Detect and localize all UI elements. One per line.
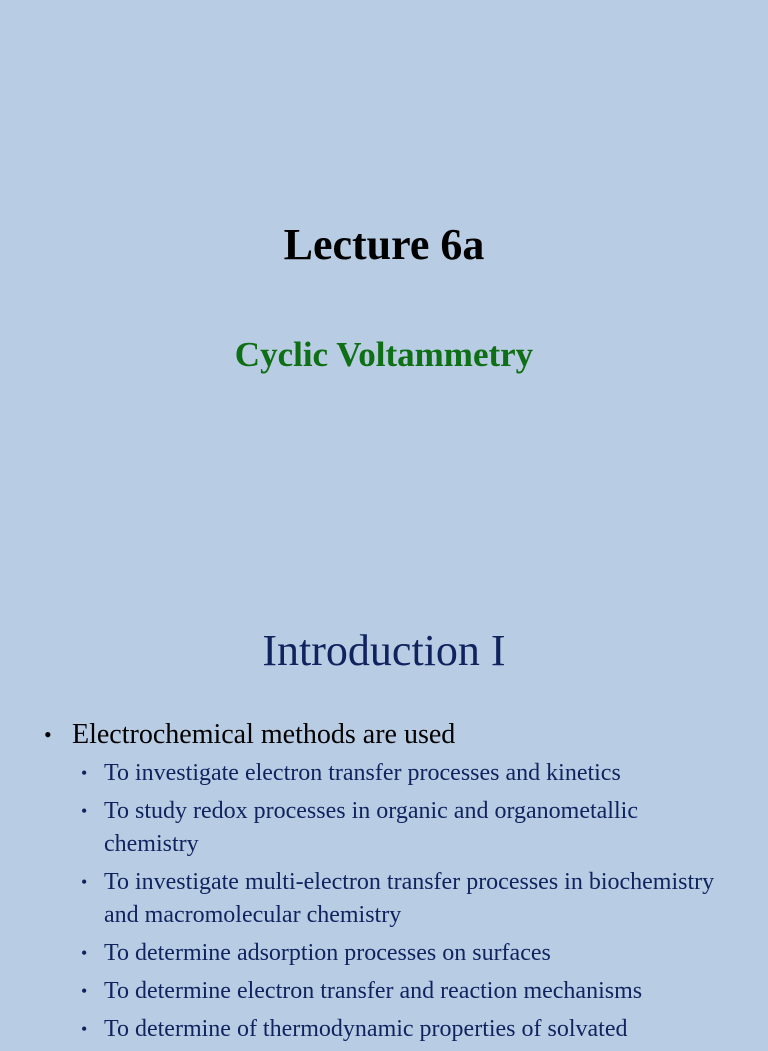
sub-bullet-text: To determine electron transfer and reaction mechanisms [104, 978, 643, 1004]
bullet-dot-icon: • [81, 1019, 88, 1039]
sub-bullet-text: To determine adsorption processes on surfaces [104, 940, 551, 966]
bullet-dot-icon: • [81, 801, 88, 821]
main-bullet [0, 715, 768, 755]
bullet-dot-icon: • [81, 943, 88, 963]
sub-bullet-list [0, 757, 768, 1046]
sub-bullet [0, 866, 768, 932]
bullet-dot-icon: • [44, 722, 52, 747]
introduction-title: Introduction I [262, 626, 506, 675]
sub-bullet-text: To study redox processes in organic and organometallic chemistry [104, 798, 638, 857]
sub-bullet-group [0, 757, 768, 1046]
lecture-subtitle: Cyclic Voltammetry [234, 335, 534, 374]
bullet-dot-icon: • [81, 981, 88, 1001]
sub-bullet [0, 757, 768, 790]
main-bullet-text: Electrochemical methods are used [72, 719, 456, 750]
sub-bullet [0, 1013, 768, 1046]
sub-bullet-text: To investigate electron transfer processes and kinetics [104, 760, 621, 786]
bullet-dot-icon: • [81, 763, 88, 783]
slide-introduction [0, 576, 768, 1042]
sub-bullet [0, 975, 768, 1008]
lecture-title: Lecture 6a [283, 220, 485, 269]
sub-bullet-text: To determine of thermodynamic properties of solvated [104, 1016, 628, 1042]
sub-bullet [0, 795, 768, 861]
sub-bullet [0, 937, 768, 970]
bullet-dot-icon: • [81, 872, 88, 892]
bullet-list [0, 715, 768, 1051]
sub-bullet-text: To investigate multi-electron transfer processes in biochemistry and macromolecular chemistry [104, 869, 715, 928]
